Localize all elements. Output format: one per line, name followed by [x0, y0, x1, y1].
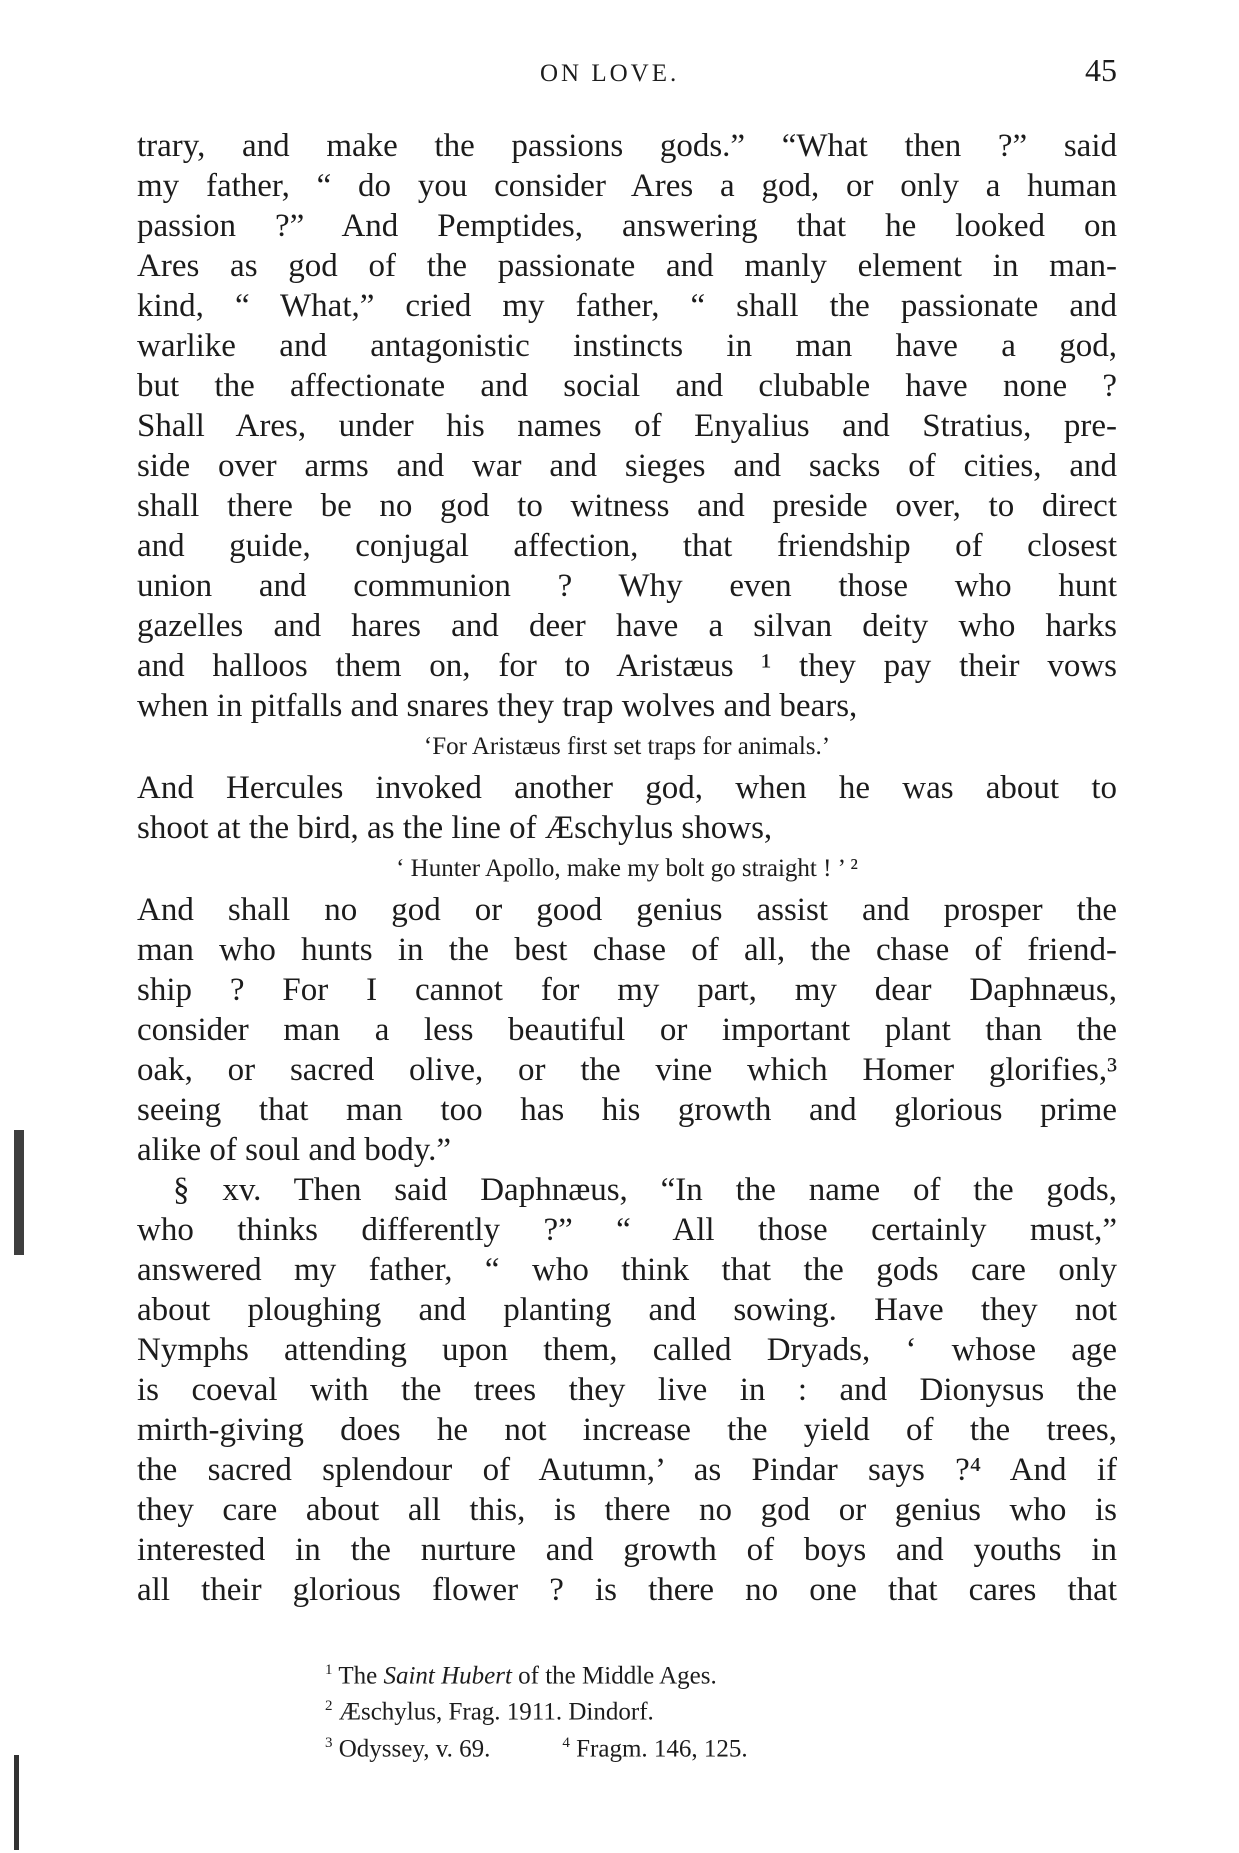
text-line: oak, or sacred olive, or the vine which Homer glorifies,³ [137, 1052, 1117, 1088]
text-line: Nymphs attending upon them, called Dryads, ‘ whose age [137, 1332, 1117, 1368]
text-line: kind, “ What,” cried my father, “ shall the passionate and [137, 288, 1117, 324]
text-line: interested in the nurture and growth of boys and youths in [137, 1532, 1117, 1568]
text-line: consider man a less beautiful or important plant than the [137, 1012, 1117, 1048]
text-line: trary, and make the passions gods.” “What then ?” said [137, 128, 1117, 164]
text-line: answered my father, “ who think that the gods care only [137, 1252, 1117, 1288]
section-start-line: § xv. Then said Daphnæus, “In the name of the gods, [173, 1172, 1117, 1208]
text-line: they care about all this, is there no god or genius who is [137, 1492, 1117, 1528]
footnote-text: Æschylus, Frag. 1911. Dindorf. [338, 1698, 654, 1726]
footnote-1 [325, 1655, 748, 1691]
block-quote: ‘ Hunter Apollo, make my bolt go straight ! ’ ² [396, 855, 858, 882]
block-quote: ‘For Aristæus first set traps for animals.’ [423, 733, 831, 760]
footnotes [325, 1655, 748, 1764]
text-line: And Hercules invoked another god, when he was about to [137, 770, 1117, 806]
text-line: when in pitfalls and snares they trap wolves and bears, [137, 688, 858, 724]
footnote-marker: 3 [325, 1734, 333, 1751]
text-line: and halloos them on, for to Aristæus ¹ they pay their vows [137, 648, 1117, 684]
text-line: man who hunts in the best chase of all, the chase of friend- [137, 932, 1117, 968]
text-line: seeing that man too has his growth and glorious prime [137, 1092, 1117, 1128]
footnote-4 [562, 1728, 747, 1764]
footnote-marker: 2 [325, 1698, 333, 1715]
text-line: alike of soul and body.” [137, 1132, 452, 1168]
text-line: passion ?” And Pemptides, answering that he looked on [137, 208, 1117, 244]
text-line: about ploughing and planting and sowing. Have they not [137, 1292, 1117, 1328]
footnote-marker: 4 [562, 1734, 570, 1751]
scan-artifact [14, 1755, 19, 1850]
footnote-italic: Saint Hubert [383, 1662, 512, 1690]
text-line: side over arms and war and sieges and sacks of cities, and [137, 448, 1117, 484]
footnote-text: Odyssey, v. 69. [338, 1734, 491, 1762]
text-line: ship ? For I cannot for my part, my dear Daphnæus, [137, 972, 1117, 1008]
scan-artifact [14, 1130, 24, 1255]
text-line: my father, “ do you consider Ares a god, or only a human [137, 168, 1117, 204]
footnote-text: of the Middle Ages. [511, 1662, 717, 1690]
footnote-marker: 1 [325, 1662, 333, 1678]
text-line: all their glorious flower ? is there no one that cares that [137, 1572, 1117, 1608]
page-number: 45 [1085, 52, 1117, 88]
footnote-text: The [338, 1662, 384, 1690]
running-head: ON LOVE. [540, 60, 680, 87]
footnote-2 [325, 1691, 748, 1727]
footnote-text: Fragm. 146, 125. [576, 1734, 748, 1762]
body-text [137, 126, 1117, 1610]
text-line: union and communion ? Why even those who hunt [137, 568, 1117, 604]
text-line: shall there be no god to witness and preside over, to direct [137, 488, 1117, 524]
text-line: who thinks differently ?” “ All those certainly must,” [137, 1212, 1117, 1248]
text-line: mirth-giving does he not increase the yield of the trees, [137, 1412, 1117, 1448]
text-line: warlike and antagonistic instincts in man have a god, [137, 328, 1117, 364]
text-line: Ares as god of the passionate and manly element in man- [137, 248, 1117, 284]
text-line: shoot at the bird, as the line of Æschylus shows, [137, 810, 773, 846]
text-line: the sacred splendour of Autumn,’ as Pindar says ?⁴ And if [137, 1452, 1117, 1488]
text-line: Shall Ares, under his names of Enyalius and Stratius, pre- [137, 408, 1117, 444]
text-line: And shall no god or good genius assist and prosper the [137, 892, 1117, 928]
text-line: is coeval with the trees they live in : and Dionysus the [137, 1372, 1117, 1408]
footnote-3-4 [325, 1728, 748, 1764]
text-line: but the affectionate and social and clubable have none ? [137, 368, 1117, 404]
text-line: gazelles and hares and deer have a silvan deity who harks [137, 608, 1117, 644]
text-line: and guide, conjugal affection, that friendship of closest [137, 528, 1117, 564]
